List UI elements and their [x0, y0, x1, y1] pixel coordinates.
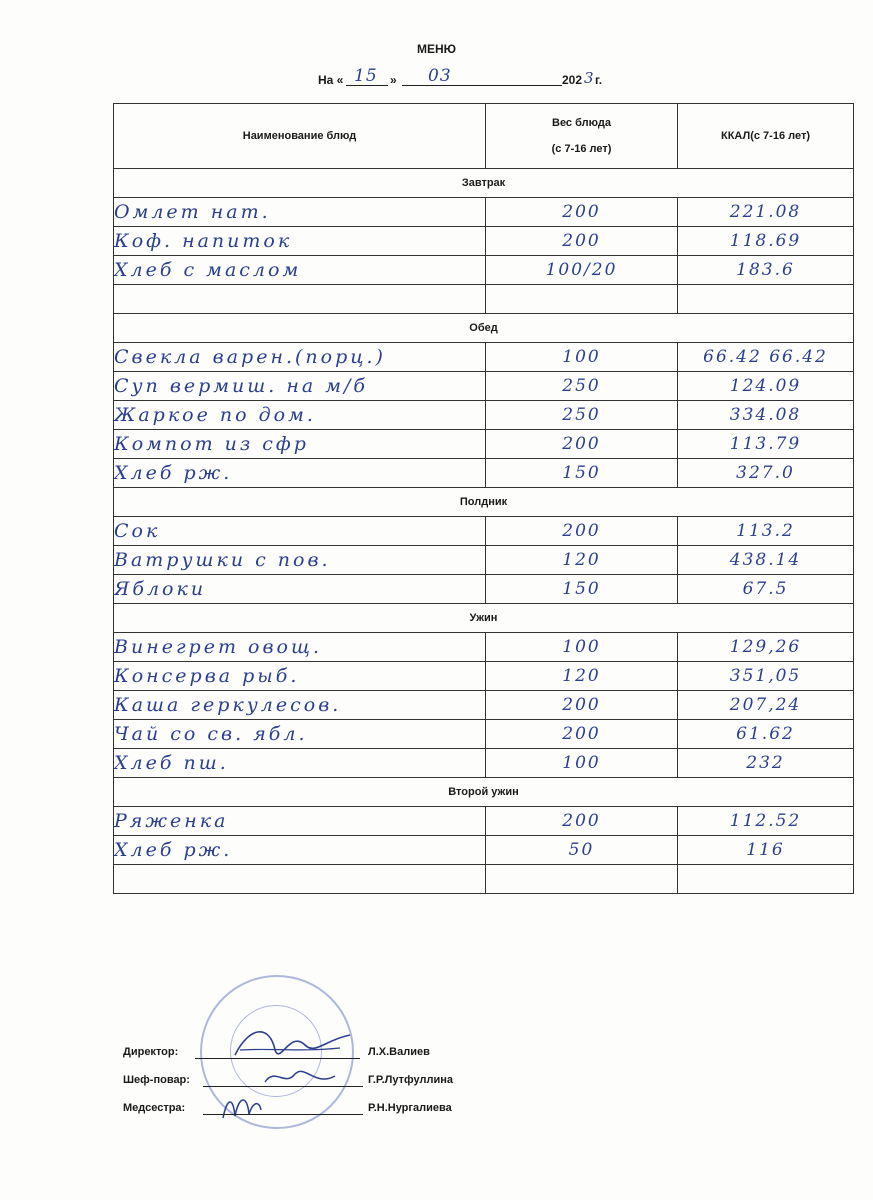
menu-item-row: [114, 807, 854, 836]
dish-name: Хлеб рж.: [114, 836, 486, 865]
dish-kcal: 116: [678, 836, 854, 865]
menu-item-row: [114, 575, 854, 604]
dish-kcal: 118.69: [678, 227, 854, 256]
menu-item-row: [114, 836, 854, 865]
section-title: Второй ужин: [114, 778, 854, 807]
dish-name: Компот из сфр: [114, 430, 486, 459]
dish-name: Коф. напиток: [114, 227, 486, 256]
dish-kcal: 183.6: [678, 256, 854, 285]
dish-name: Ряженка: [114, 807, 486, 836]
dish-name: Хлеб пш.: [114, 749, 486, 778]
dish-name: Каша геркулесов.: [114, 691, 486, 720]
menu-item-row: [114, 227, 854, 256]
director-signature-line: [195, 1058, 360, 1059]
dish-kcal: 232: [678, 749, 854, 778]
empty-cell: [678, 285, 854, 314]
dish-weight: 100/20: [486, 256, 678, 285]
director-role: Директор:: [123, 1046, 179, 1058]
menu-item-row: [114, 459, 854, 488]
menu-item-row: [114, 430, 854, 459]
menu-date-line: [318, 68, 618, 90]
dish-weight: 50: [486, 836, 678, 865]
nurse-signature-line: [203, 1114, 363, 1115]
date-month: 03: [428, 66, 452, 86]
dish-weight: 120: [486, 662, 678, 691]
date-day: 15: [354, 66, 378, 86]
dish-kcal: 129,26: [678, 633, 854, 662]
menu-title: МЕНЮ: [416, 42, 457, 56]
dish-kcal: 66.42 66.42: [678, 343, 854, 372]
dish-weight: 150: [486, 575, 678, 604]
section-title: Полдник: [114, 488, 854, 517]
dish-weight: 150: [486, 459, 678, 488]
column-header-kcal: ККАЛ(с 7-16 лет): [678, 104, 854, 169]
dish-weight: 100: [486, 633, 678, 662]
dish-kcal: 112.52: [678, 807, 854, 836]
chef-name: Г.Р.Лутфуллина: [368, 1074, 453, 1086]
dish-kcal: 334.08: [678, 401, 854, 430]
dish-weight: 120: [486, 546, 678, 575]
dish-name: Свекла варен.(порц.): [114, 343, 486, 372]
menu-item-row: [114, 662, 854, 691]
dish-weight: 200: [486, 691, 678, 720]
dish-kcal: 221.08: [678, 198, 854, 227]
nurse-name: Р.Н.Нургалиева: [368, 1102, 452, 1114]
column-header-weight-line1: Вес блюда: [552, 117, 611, 129]
date-year-prefix: 202: [562, 73, 583, 87]
empty-cell: [114, 865, 486, 894]
dish-weight: 200: [486, 227, 678, 256]
signature-row-nurse: [123, 1096, 543, 1124]
menu-table: [113, 103, 854, 894]
date-prefix: На «: [318, 73, 344, 87]
dish-kcal: 61.62: [678, 720, 854, 749]
dish-name: Ватрушки с пов.: [114, 546, 486, 575]
dish-name: Винегрет овощ.: [114, 633, 486, 662]
empty-cell: [114, 285, 486, 314]
dish-name: Консерва рыб.: [114, 662, 486, 691]
signature-row-director: [123, 1040, 543, 1068]
dish-name: Жаркое по дом.: [114, 401, 486, 430]
menu-item-row: [114, 749, 854, 778]
menu-item-row: [114, 633, 854, 662]
section-title: Обед: [114, 314, 854, 343]
nurse-role: Медсестра:: [123, 1102, 186, 1114]
menu-item-row: [114, 517, 854, 546]
empty-cell: [486, 865, 678, 894]
dish-weight: 100: [486, 749, 678, 778]
date-day-close: »: [390, 73, 397, 87]
empty-cell: [678, 865, 854, 894]
dish-weight: 250: [486, 372, 678, 401]
dish-kcal: 67.5: [678, 575, 854, 604]
dish-weight: 200: [486, 198, 678, 227]
empty-cell: [486, 285, 678, 314]
menu-item-row: [114, 256, 854, 285]
section-title: Завтрак: [114, 169, 854, 198]
dish-kcal: 124.09: [678, 372, 854, 401]
dish-name: Чай со св. ябл.: [114, 720, 486, 749]
month-blank: [402, 85, 562, 86]
menu-item-row: [114, 372, 854, 401]
empty-row: [114, 865, 854, 894]
dish-kcal: 113.2: [678, 517, 854, 546]
dish-name: Суп вермиш. на м/б: [114, 372, 486, 401]
dish-weight: 200: [486, 517, 678, 546]
menu-item-row: [114, 691, 854, 720]
dish-kcal: 351,05: [678, 662, 854, 691]
dish-weight: 100: [486, 343, 678, 372]
dish-name: Хлеб рж.: [114, 459, 486, 488]
director-name: Л.Х.Валиев: [368, 1046, 430, 1058]
dish-name: Омлет нат.: [114, 198, 486, 227]
dish-weight: 250: [486, 401, 678, 430]
date-year-digit: 3: [584, 69, 595, 87]
dish-kcal: 207,24: [678, 691, 854, 720]
section-row: [114, 778, 854, 807]
section-row: [114, 169, 854, 198]
menu-table-body: [114, 169, 854, 894]
chef-role: Шеф-повар:: [123, 1074, 190, 1086]
dish-kcal: 113.79: [678, 430, 854, 459]
column-header-weight: [486, 104, 678, 169]
dish-name: Хлеб с маслом: [114, 256, 486, 285]
dish-name: Яблоки: [114, 575, 486, 604]
section-row: [114, 604, 854, 633]
dish-weight: 200: [486, 430, 678, 459]
section-row: [114, 488, 854, 517]
signatures-block: [123, 1040, 543, 1124]
chef-signature-line: [203, 1086, 363, 1087]
dish-kcal: 438.14: [678, 546, 854, 575]
menu-item-row: [114, 343, 854, 372]
signature-row-chef: [123, 1068, 543, 1096]
menu-item-row: [114, 401, 854, 430]
dish-name: Сок: [114, 517, 486, 546]
menu-item-row: [114, 546, 854, 575]
section-title: Ужин: [114, 604, 854, 633]
section-row: [114, 314, 854, 343]
menu-item-row: [114, 720, 854, 749]
column-header-weight-line2: (с 7-16 лет): [551, 143, 612, 155]
dish-kcal: 327.0: [678, 459, 854, 488]
dish-weight: 200: [486, 807, 678, 836]
date-year-suffix: г.: [595, 73, 603, 87]
empty-row: [114, 285, 854, 314]
dish-weight: 200: [486, 720, 678, 749]
column-header-name: Наименование блюд: [114, 104, 486, 169]
menu-item-row: [114, 198, 854, 227]
